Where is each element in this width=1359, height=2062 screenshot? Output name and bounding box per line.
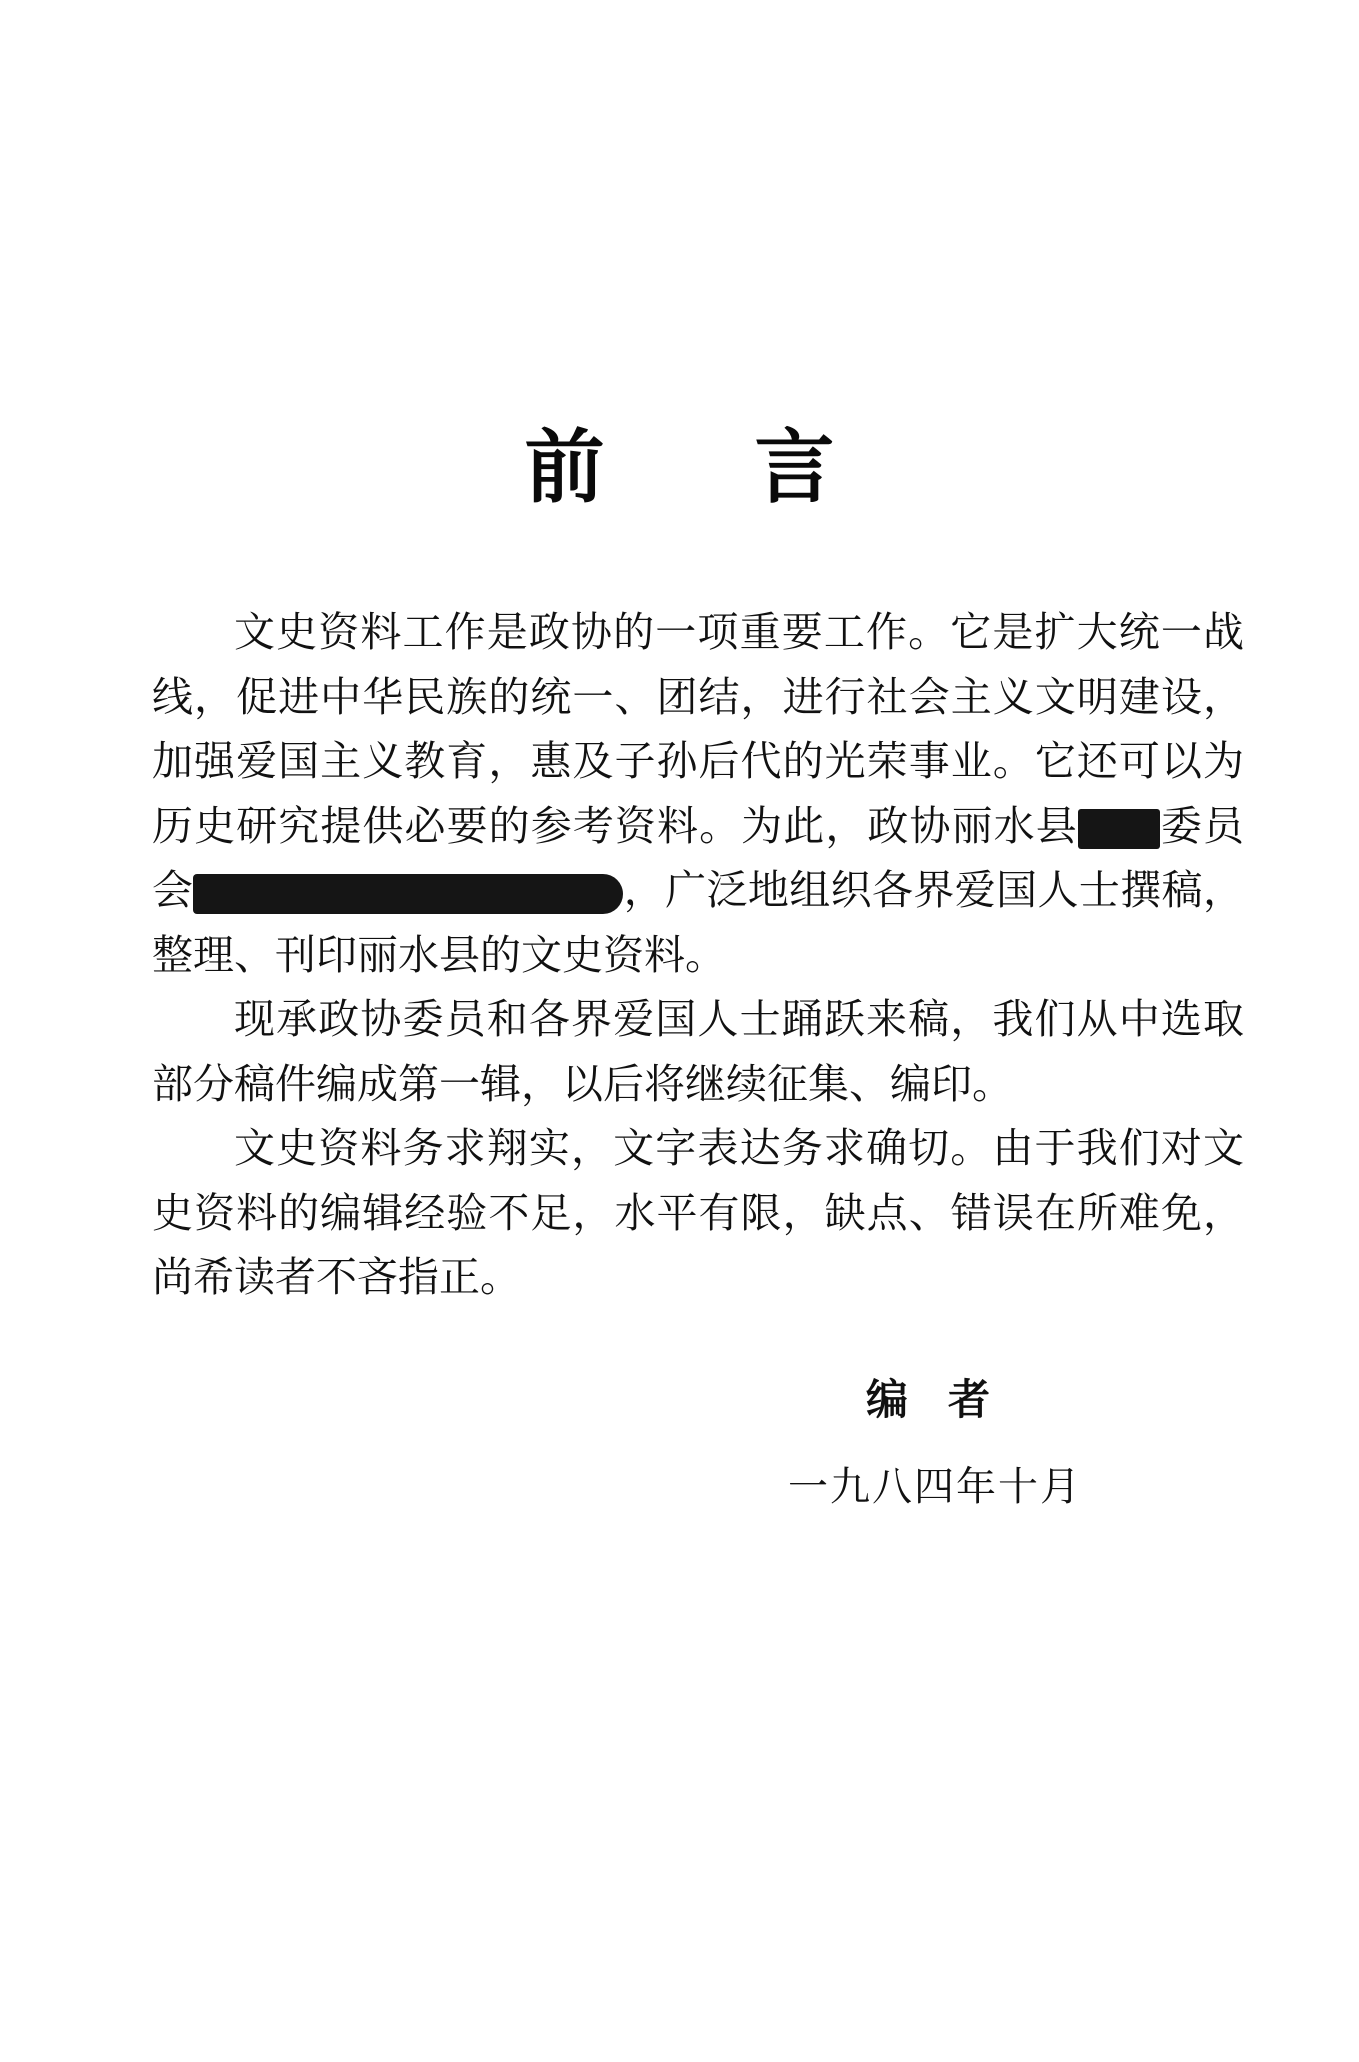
paragraph-3: 文史资料务求翔实，文字表达务求确切。由于我们对文史资料的编辑经验不足，水平有限，缺点、错误在所难免，尚希读者不吝指正。 [152, 1124, 1244, 1301]
redaction-mark [1078, 809, 1160, 849]
paragraph-1-text-c: ，广泛地组织各界爱国人士撰稿，整理、刊印丽水县的文史资料。 [152, 866, 1244, 979]
paragraph-1-text-b: 委员会 [152, 801, 1245, 914]
paragraph-1 [152, 600, 1244, 987]
page-title: 前言 [524, 421, 985, 514]
signature: 编者 [866, 1375, 1031, 1424]
paragraph-1-text-a: 文史资料工作是政协的一项重要工作。它是扩大统一战线，促进中华民族的统一、团结，进行社会主义文明建设，加强爱国主义教育，惠及子孙后代的光荣事业。它还可以为历史研究提供必要的参考资料。为此，政协丽水县 [152, 608, 1244, 850]
redaction-mark [193, 874, 623, 914]
paragraph-2: 现承政协委员和各界爱国人士踊跃来稿，我们从中选取部分稿件编成第一辑，以后将继续征集、编印。 [152, 995, 1244, 1108]
preface-body [152, 600, 1244, 1310]
date: 一九八四年十月 [788, 1464, 1082, 1510]
